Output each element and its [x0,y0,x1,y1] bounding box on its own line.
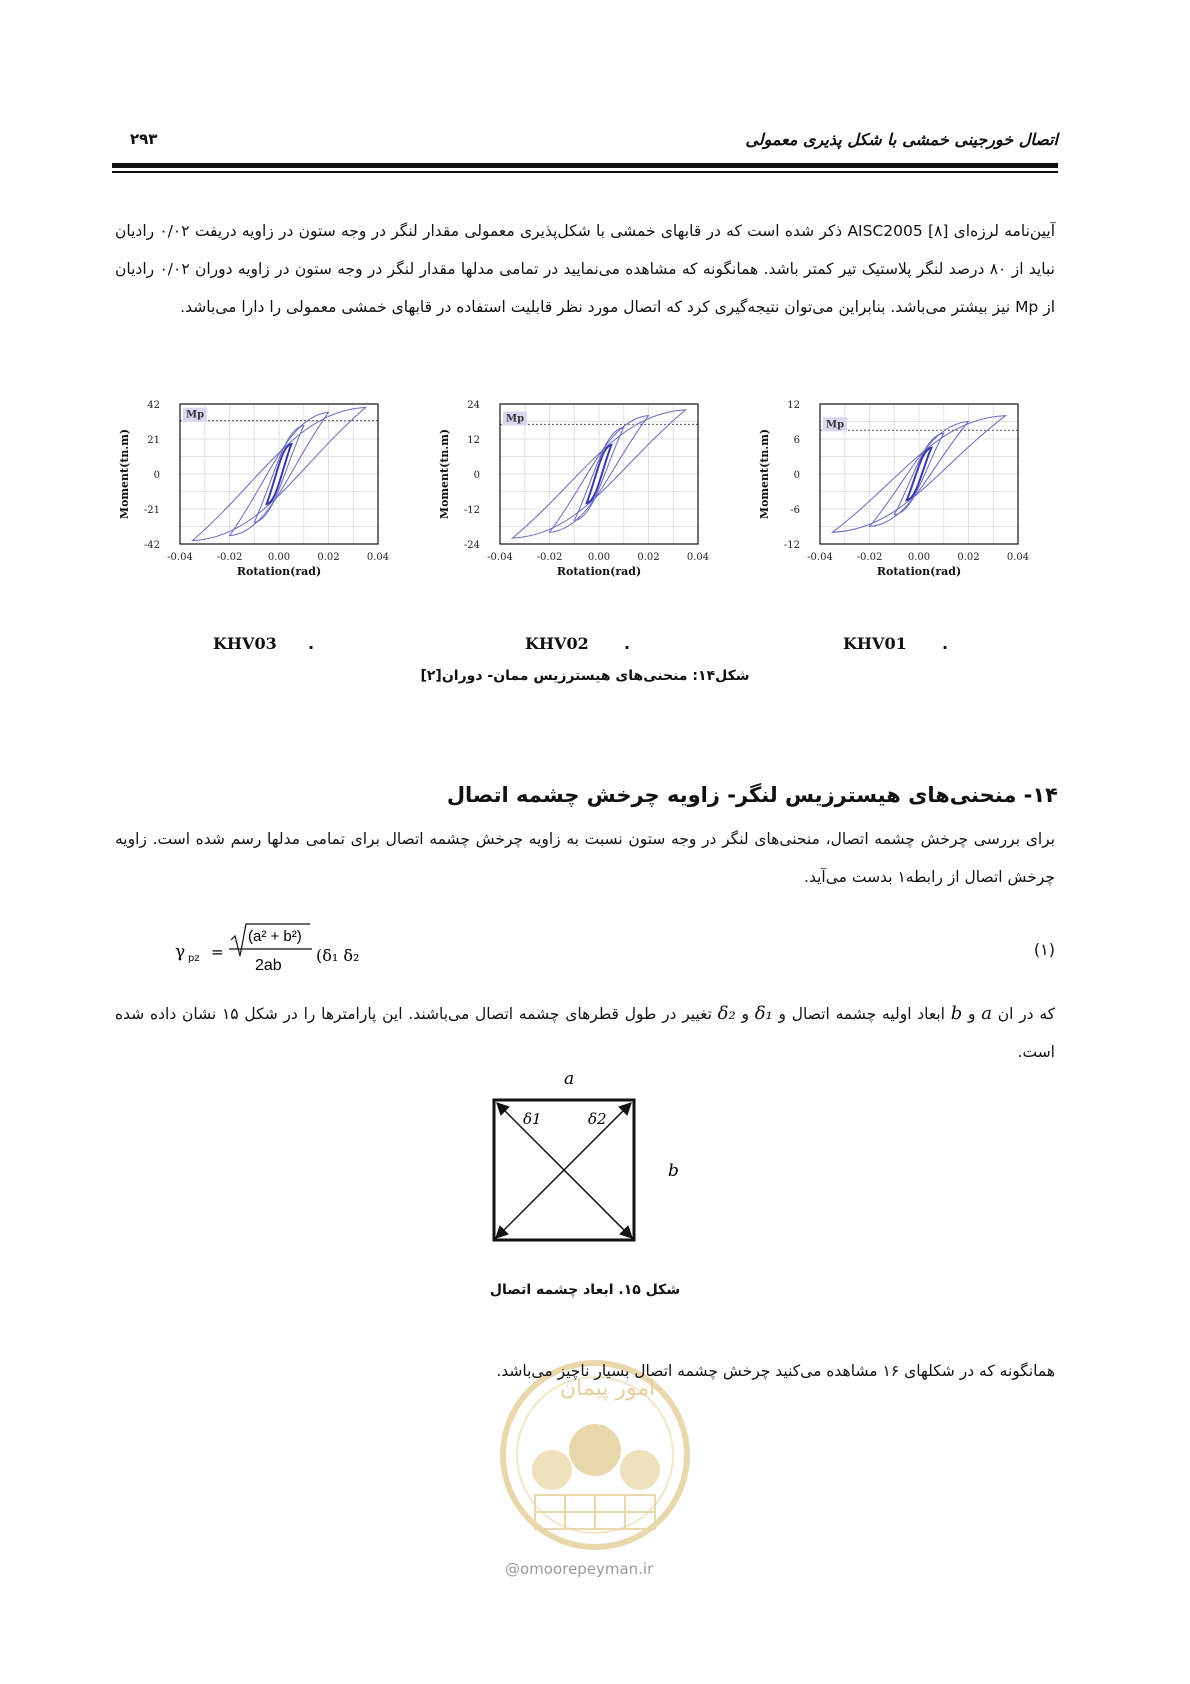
y-tick-label: 6 [793,435,800,446]
y-tick-label: 24 [467,400,480,411]
var-delta1: δ₁ [754,1003,773,1024]
mp-label: Mp [506,413,525,425]
x-tick-label: 0.04 [1006,552,1030,563]
y-tick-label: 42 [147,400,160,411]
y-tick-label: -24 [463,540,480,551]
x-tick-label: -0.04 [487,552,513,563]
x-tick-label: 0.02 [957,552,980,563]
para3-text-5: تغییر در طول قطرهای چشمه اتصال می‌باشند. این پارامترها را در شکل ۱۵ نشان داده شده است. [115,1005,1055,1061]
var-b: b [950,1003,963,1024]
diagonal-2-end [496,1103,631,1238]
chart-label-khv03: KHV03 [213,634,277,653]
y-tick-label: 0 [793,470,800,481]
para3-text-1: که در ان [992,1005,1056,1023]
paragraph-aisc: آیین‌نامه لرزه‌ای AISC2005 [۸] ذکر شده است که در قابهای خمشی با شکل‌پذیری معمولی مقدار لنگر در وجه ستون در زاویه دریفت ۰/۰۲ رادیان نباید از ۸۰ درصد لنگر پلاستیک تیر کمتر باشد. همانگونه که مشاهده می‌نمایید در تمامی مدلها مقدار لنگر در وجه ستون در زاویه دوران ۰/۰۲ رادیان از Mp نیز بیشتر می‌باشد. بنابراین می‌توان نتیجه‌گیری کرد که اتصال مورد نظر قابلیت استفاده در قابهای خمشی معمولی را دارا می‌باشد. [115,222,1055,316]
eq-rhs: (δ₁ δ₂ [316,946,360,965]
x-tick-label: -0.02 [856,552,883,563]
page-header [112,130,1058,152]
equation-1 [175,922,535,978]
y-axis-label: Moment(tn.m) [438,428,451,520]
chart-label-dot: . [942,634,949,653]
y-tick-label: 12 [467,435,480,446]
para3-text-4: و [735,1005,755,1023]
watermark-url: @omoorepeyman.ir [505,1560,654,1578]
eq-equals: = [211,943,224,961]
diagonal-1-end [497,1103,632,1238]
mp-label: Mp [186,409,205,421]
paragraph-panel-zone: برای بررسی چرخش چشمه اتصال، منحنی‌های لنگر در وجه ستون نسبت به زاویه چرخش چشمه اتصال برای تمامی مدلها رسم شده است. زاویه چرخش اتصال از رابطه۱ بدست می‌آید. [115,830,1055,886]
x-tick-label: -0.02 [536,552,563,563]
para3-text-3: ابعاد اولیه چشمه اتصال و [772,1005,951,1023]
figure-15-caption: شکل ۱۵. ابعاد چشمه اتصال [489,1282,681,1298]
figure-14-charts [112,398,1058,618]
chart-khv02 [432,398,732,613]
page-number: ۲۹۳ [130,130,158,148]
chart-label-khv02: KHV02 [525,634,589,653]
label-delta2: δ2 [588,1110,607,1128]
chart-label-dot: . [308,634,315,653]
chart-label-dot: . [624,634,631,653]
y-tick-label: -6 [790,505,800,516]
running-title: اتصال خورجینی خمشی با شکل پذیری معمولی [745,130,1058,149]
y-axis-label: Moment(tn.m) [118,428,131,520]
section-heading: ۱۴- منحنی‌های هیسترزیس لنگر- زاویه چرخش چشمه اتصال [446,783,1058,807]
eq-numerator: (a² + b²) [248,928,302,945]
x-tick-label: -0.02 [216,552,243,563]
x-tick-label: 0.00 [267,552,291,563]
var-delta2: δ₂ [717,1003,736,1024]
paragraph-conclusion: همانگونه که در شکلهای ۱۶ مشاهده می‌کنید چرخش چشمه اتصال بسیار ناچیز می‌باشد. [496,1362,1055,1380]
figure-15-panel-zone [478,1070,698,1270]
dim-label-a: a [564,1070,575,1089]
y-tick-label: 0 [153,470,160,481]
y-tick-label: -21 [143,505,160,516]
y-tick-label: -42 [143,540,160,551]
x-tick-label: 0.00 [907,552,931,563]
chart-khv03 [112,398,412,613]
x-tick-label: 0.00 [587,552,611,563]
chart-label-khv01: KHV01 [843,634,907,653]
x-tick-label: 0.02 [317,552,340,563]
eq-denominator: 2ab [255,957,282,974]
header-rule-thick [112,163,1058,168]
y-tick-label: 12 [787,400,800,411]
x-axis-label: Rotation(rad) [876,565,962,578]
dim-label-b: b [668,1161,679,1181]
y-axis-label: Moment(tn.m) [758,428,771,520]
y-tick-label: -12 [783,540,800,551]
y-tick-label: 21 [147,435,160,446]
y-tick-label: -12 [463,505,480,516]
label-delta1: δ1 [523,1110,542,1128]
equation-number: (۱) [1033,940,1055,959]
eq-lhs: γ [175,942,186,962]
x-axis-label: Rotation(rad) [236,565,322,578]
x-axis-label: Rotation(rad) [556,565,642,578]
paragraph-variables [115,995,1055,1071]
x-tick-label: 0.02 [637,552,660,563]
x-tick-label: -0.04 [807,552,833,563]
eq-lhs-sub: pz [188,953,200,964]
y-tick-label: 0 [473,470,480,481]
figure-14-caption: شکل۱۴: منحنی‌های هیسترزیس ممان- دوران[۲] [420,668,750,684]
x-tick-label: 0.04 [366,552,390,563]
x-tick-label: 0.04 [686,552,710,563]
var-a: a [981,1003,992,1024]
chart-khv01 [752,398,1052,613]
header-rule-thin [112,171,1058,173]
mp-label: Mp [826,419,845,431]
para3-text-2: و [962,1005,982,1023]
x-tick-label: -0.04 [167,552,193,563]
watermark-text: امور پیمان [560,1376,656,1401]
